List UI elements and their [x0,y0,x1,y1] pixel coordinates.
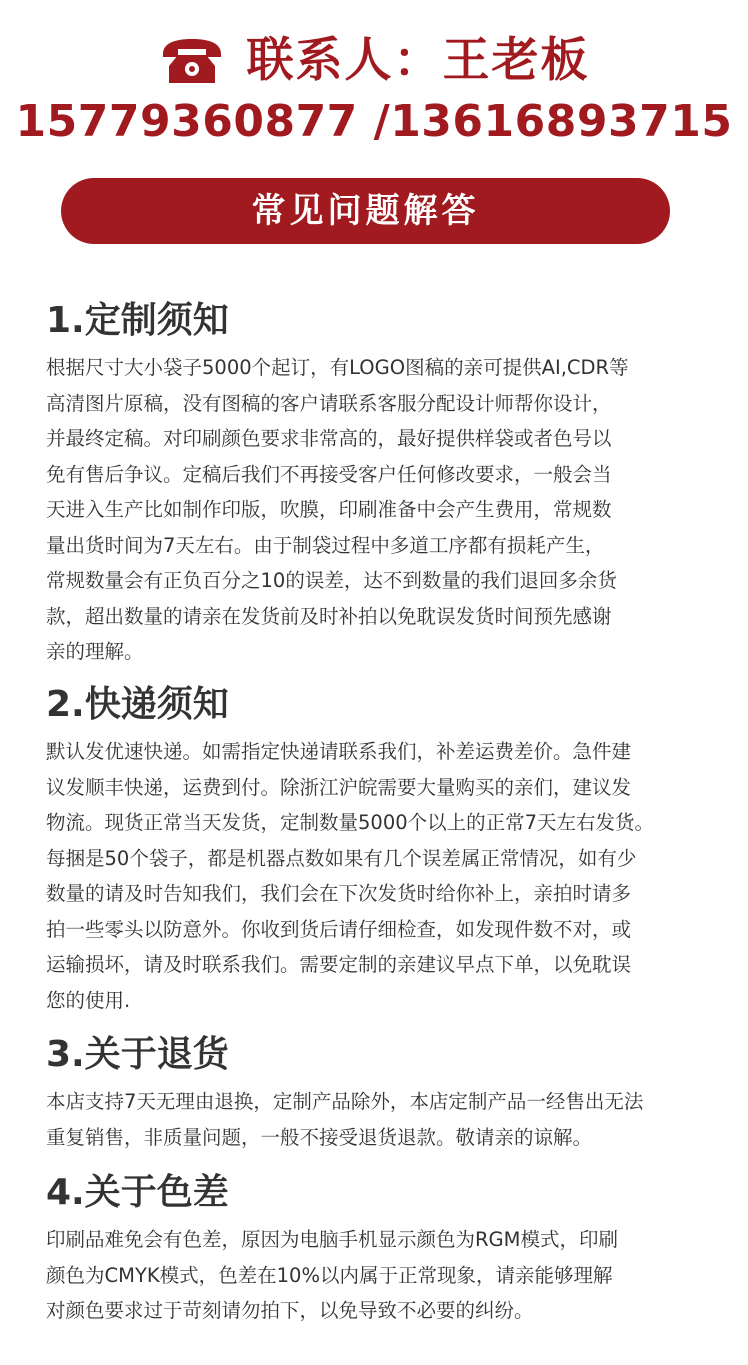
body-line: 运输损坏，请及时联系我们。需要定制的亲建议早点下单，以免耽误 [46,953,632,976]
section-custom-order [46,298,736,670]
body-line: 您的使用. [46,988,131,1012]
body-line: 量出货时间为7天左右。由于制袋过程中多道工序都有损耗产生， [46,533,605,557]
body-line: 款，超出数量的请亲在发货前及时补拍以免耽误发货时间预先感谢 [46,604,612,628]
body-line: 免有售后争议。定稿后我们不再接受客户任何修改要求，一般会当 [46,462,612,486]
section-body [46,734,736,1018]
body-line: 对颜色要求过于苛刻请勿拍下，以免导致不必要的纠纷。 [46,1299,534,1322]
body-line: 拍一些零头以防意外。你收到货后请仔细检查，如发现件数不对，或 [46,917,632,941]
body-line: 每捆是50个袋子，都是机器点数如果有几个误差属正常情况，如有少 [46,846,637,870]
section-heading: 1.定制须知 [46,300,229,341]
section-color-difference [46,1170,736,1329]
body-line: 默认发优速快递。如需指定快递请联系我们，补差运费差价。急件建 [46,740,632,763]
body-line: 常规数量会有正负百分之10的误差，达不到数量的我们退回多余货 [46,569,617,592]
body-line: 颜色为CMYK模式，色差在10%以内属于正常现象，请亲能够理解 [46,1263,613,1287]
phone-numbers: 15779360877 /13616893715 [15,96,733,147]
body-line: 重复销售，非质量问题，一般不接受退货退款。敬请亲的谅解。 [46,1125,593,1149]
section-body [46,1084,736,1155]
body-line: 并最终定稿。对印刷颜色要求非常高的，最好提供样袋或者色号以 [46,427,612,450]
contact-title: 联系人：王老板 [246,33,590,88]
contact-header [0,28,748,94]
body-line: 亲的理解。 [46,640,144,663]
body-line: 根据尺寸大小袋子5000个起订，有LOGO图稿的亲可提供AI,CDR等 [46,356,629,379]
section-body [46,1222,736,1329]
body-line: 天进入生产比如制作印版，吹膜，印刷准备中会产生费用，常规数 [46,498,612,521]
body-line: 印刷品难免会有色差，原因为电脑手机显示颜色为RGM模式，印刷 [46,1228,618,1251]
section-heading: 2.快递须知 [46,684,229,725]
section-heading: 3.关于退货 [46,1034,229,1075]
body-line: 物流。现货正常当天发货，定制数量5000个以上的正常7天左右发货。 [46,811,655,834]
telephone-icon [159,36,225,86]
faq-banner: 常见问题解答 [61,178,670,244]
body-line: 议发顺丰快递，运费到付。除浙江沪皖需要大量购买的亲们，建议发 [46,775,632,799]
body-line: 本店支持7天无理由退换，定制产品除外，本店定制产品一经售出无法 [46,1090,644,1113]
section-returns [46,1032,736,1155]
body-line: 高清图片原稿，没有图稿的客户请联系客服分配设计师帮你设计， [46,391,612,415]
section-body [46,350,736,670]
body-line: 数量的请及时告知我们，我们会在下次发货时给你补上，亲拍时请多 [46,882,632,905]
section-heading: 4.关于色差 [46,1172,229,1213]
section-shipping [46,682,736,1018]
